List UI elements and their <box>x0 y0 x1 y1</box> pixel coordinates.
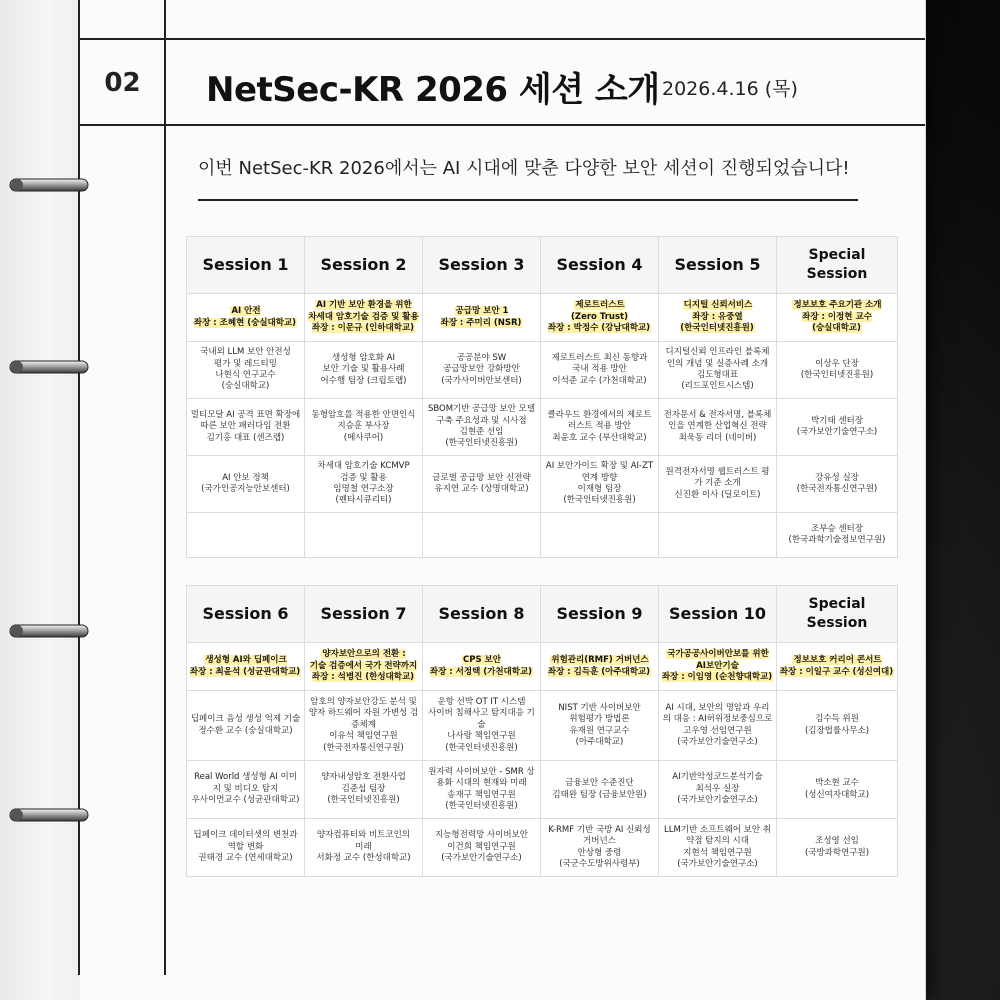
talk-cell <box>423 513 541 558</box>
talk-cell: 멀티모달 AI 공격 표면 확장에 따른 보안 패러다임 전환 김기홍 대표 (센즈랩) <box>187 399 305 456</box>
table-row <box>187 761 898 819</box>
talk-cell: 제로트러스트 최신 동향과 국내 적용 방안 이석준 교수 (가천대학교) <box>541 342 659 399</box>
session-chair: CPS 보안 좌장 : 서정택 (가천대학교) <box>429 655 533 677</box>
talk-cell: 차세대 암호기술 KCMVP 검증 및 활용 임명철 연구소장 (펜타시큐리티) <box>305 456 423 513</box>
page-number: 02 <box>104 67 141 98</box>
talk-cell: AI기반악성코드분석기술 최석우 실장 (국가보안기술연구소) <box>659 761 777 819</box>
talk-cell: LLM기반 소프트웨어 보안 취 약점 탐지의 시대 지현석 책임연구원 (국가보안기술연구소) <box>659 819 777 877</box>
session-chair: 정보보호 주요기관 소개 좌장 : 이정현 교수 (숭실대학교) <box>793 300 882 334</box>
session-chair-cell <box>659 294 777 342</box>
talk-cell <box>659 513 777 558</box>
session-header: Session 7 <box>305 586 423 643</box>
session-chair: AI 안전 좌장 : 조혜현 (숭실대학교) <box>193 306 297 328</box>
session-header: Session 10 <box>659 586 777 643</box>
session-chair-cell <box>423 294 541 342</box>
talk-cell: 강유성 실장 (한국전자통신연구원) <box>777 456 898 513</box>
talk-cell: 동형암호를 적용한 안면인식 지승훈 부사장 (메사쿠어) <box>305 399 423 456</box>
talk-cell: AI 보안가이드 확장 및 AI-ZT 연계 방향 이재형 팀장 (한국인터넷진흥원) <box>541 456 659 513</box>
talk-cell: 원격전자서명 웹트러스트 평 가 기준 소개 신진환 이사 (딜로이트) <box>659 456 777 513</box>
header-top-rule <box>78 38 925 40</box>
talk-cell <box>305 513 423 558</box>
talk-cell: 클라우드 환경에서의 제로트 러스트 적용 방안 최윤호 교수 (부산대학교) <box>541 399 659 456</box>
session-header-row <box>187 586 898 643</box>
talk-cell: 생성형 암호화 AI 보안 기술 및 활용사례 어수행 팀장 (크립토랩) <box>305 342 423 399</box>
session-header: Special Session <box>777 237 898 294</box>
binder-ring-icon <box>8 620 90 642</box>
talk-cell: 딥페이크 데이터셋의 변천과 역할 변화 권태경 교수 (연세대학교) <box>187 819 305 877</box>
table-row <box>187 342 898 399</box>
binder-ring-icon <box>8 804 90 826</box>
talk-cell: 금융보안 수준진단 김태완 팀장 (금융보안원) <box>541 761 659 819</box>
session-chair-cell <box>305 643 423 691</box>
talk-cell: AI 안보 정책 (국가인공지능안보센터) <box>187 456 305 513</box>
talk-cell: K-RMF 기반 국방 AI 신뢰성 거버넌스 안상형 중령 (국군수도방위사령부) <box>541 819 659 877</box>
session-header: Session 9 <box>541 586 659 643</box>
talk-cell: 딥페이크 음성 생성 억제 기술 정수환 교수 (숭실대학교) <box>187 691 305 761</box>
session-chair-cell <box>305 294 423 342</box>
session-header-row <box>187 237 898 294</box>
talk-cell: 양자내성암호 전환사업 김준섭 팀장 (한국인터넷진흥원) <box>305 761 423 819</box>
talk-cell: SBOM기반 공급망 보안 모델 구축 주요성과 및 시사점 김현준 선임 (한국인터넷진흥원) <box>423 399 541 456</box>
talk-cell: 운항 선박 OT IT 시스템 사이버 침해사고 탐지대응 기 술 나사랑 책임연구원 (한국인터넷진흥원) <box>423 691 541 761</box>
session-chair-cell <box>541 294 659 342</box>
talk-cell: AI 시대, 보안의 명암과 우리 의 대응 : AI허위정보중심으로 고우영 선임연구원 (국가보안기술연구소) <box>659 691 777 761</box>
talk-cell: 글로벌 공급망 보안 신전략 유지연 교수 (상명대학교) <box>423 456 541 513</box>
talk-cell: 전자문서 & 전자서명, 블록체 인을 연계한 산업혁신 전략 최욱동 리더 (네이버) <box>659 399 777 456</box>
talk-cell: 박소현 교수 (성신여자대학교) <box>777 761 898 819</box>
talk-cell: Real World 생성형 AI 이미 지 및 비디오 탐지 우사이먼교수 (성균관대학교) <box>187 761 305 819</box>
event-date: 2026.4.16 (목) <box>662 78 798 100</box>
talk-cell: 박기태 센터장 (국가보안기술연구소) <box>777 399 898 456</box>
table-row <box>187 399 898 456</box>
session-chair-cell <box>187 294 305 342</box>
talk-cell: NIST 기반 사이버보안 위험평가 방법론 유재원 연구교수 (아주대학교) <box>541 691 659 761</box>
session-header: Session 1 <box>187 237 305 294</box>
session-header: Session 8 <box>423 586 541 643</box>
session-chair-cell <box>541 643 659 691</box>
session-chair: 위험관리(RMF) 거버넌스 좌장 : 김득훈 (아주대학교) <box>547 655 651 677</box>
session-chair: 양자보안으로의 전환 : 기술 검증에서 국가 전략까지 좌장 : 석병진 (한성대학교) <box>309 649 418 683</box>
header-bottom-rule <box>78 124 925 126</box>
session-chair-cell <box>777 294 898 342</box>
session-chair: 국가공공사이버안보를 위한 AI보안기술 좌장 : 이임영 (순천향대학교) <box>661 649 773 683</box>
intro-underline <box>198 199 858 201</box>
talk-cell: 국내외 LLM 보안 안전성 평가 및 레드티밍 나현식 연구교수 (숭실대학교) <box>187 342 305 399</box>
session-header: Session 4 <box>541 237 659 294</box>
session-chair: 제로트러스트 (Zero Trust) 좌장 : 박정수 (강남대학교) <box>547 300 651 334</box>
session-header: Session 6 <box>187 586 305 643</box>
session-chair: 생성형 AI와 딥페이크 좌장 : 최윤석 (성균관대학교) <box>189 655 301 677</box>
talk-cell: 조성영 선임 (국방과학연구원) <box>777 819 898 877</box>
session-header: Session 3 <box>423 237 541 294</box>
session-chair-cell <box>659 643 777 691</box>
table-row <box>187 691 898 761</box>
talk-cell: 디지털신뢰 인프라인 블록체 인의 개념 및 실증사례 소개 김도형대표 (리드포인트시스템) <box>659 342 777 399</box>
table-row <box>187 456 898 513</box>
session-table-2 <box>186 585 898 877</box>
talk-cell <box>187 513 305 558</box>
talk-cell: 양자컴퓨터와 비트코인의 미래 서화정 교수 (한성대학교) <box>305 819 423 877</box>
table-row <box>187 819 898 877</box>
binder-ring-icon <box>8 174 90 196</box>
session-chair-cell <box>777 643 898 691</box>
session-chair: 디지털 신뢰서비스 좌장 : 유중열 (한국인터넷진흥원) <box>680 300 754 334</box>
session-chair: 정보보호 커리어 콘서트 좌장 : 이일구 교수 (성신여대) <box>779 655 894 677</box>
talk-cell: 김수득 위원 (김장법률사무소) <box>777 691 898 761</box>
binder-margin <box>0 0 80 1000</box>
chair-row <box>187 294 898 342</box>
session-chair-cell <box>423 643 541 691</box>
page-number-divider <box>164 0 166 975</box>
intro-text: 이번 NetSec-KR 2026에서는 AI 시대에 맞춘 다양한 보안 세션이 진행되었습니다! <box>198 158 850 179</box>
talk-cell <box>541 513 659 558</box>
left-margin-line <box>78 0 80 975</box>
session-header: Special Session <box>777 586 898 643</box>
talk-cell: 암호의 양자보안강도 분석 및 양자 하드웨어 자원 가변성 검 증체계 이유석 책임연구원 (한국전자통신연구원) <box>305 691 423 761</box>
session-header: Session 2 <box>305 237 423 294</box>
talk-cell: 이상우 단장 (한국인터넷진흥원) <box>777 342 898 399</box>
table-row <box>187 513 898 558</box>
talk-cell: 지능형전력망 사이버보안 이건희 책임연구원 (국가보안기술연구소) <box>423 819 541 877</box>
session-table-1 <box>186 236 898 558</box>
talk-cell: 조부승 센터장 (한국과학기술정보연구원) <box>777 513 898 558</box>
binder-ring-icon <box>8 356 90 378</box>
talk-cell: 공공분야 SW 공급망보안 강화방안 (국가사이버안보센터) <box>423 342 541 399</box>
session-chair: AI 기반 보안 환경을 위한 차세대 암호기술 검증 및 활용 좌장 : 이문규 (인하대학교) <box>308 300 419 334</box>
page-title: NetSec-KR 2026 세션 소개 <box>206 70 660 110</box>
session-chair-cell <box>187 643 305 691</box>
chair-row <box>187 643 898 691</box>
session-header: Session 5 <box>659 237 777 294</box>
talk-cell: 원자력 사이버보안 - SMR 상 용화 시대의 현재와 미래 송재구 책임연구원 (한국인터넷진흥원) <box>423 761 541 819</box>
session-chair: 공급망 보안 1 좌장 : 주미리 (NSR) <box>440 306 522 328</box>
